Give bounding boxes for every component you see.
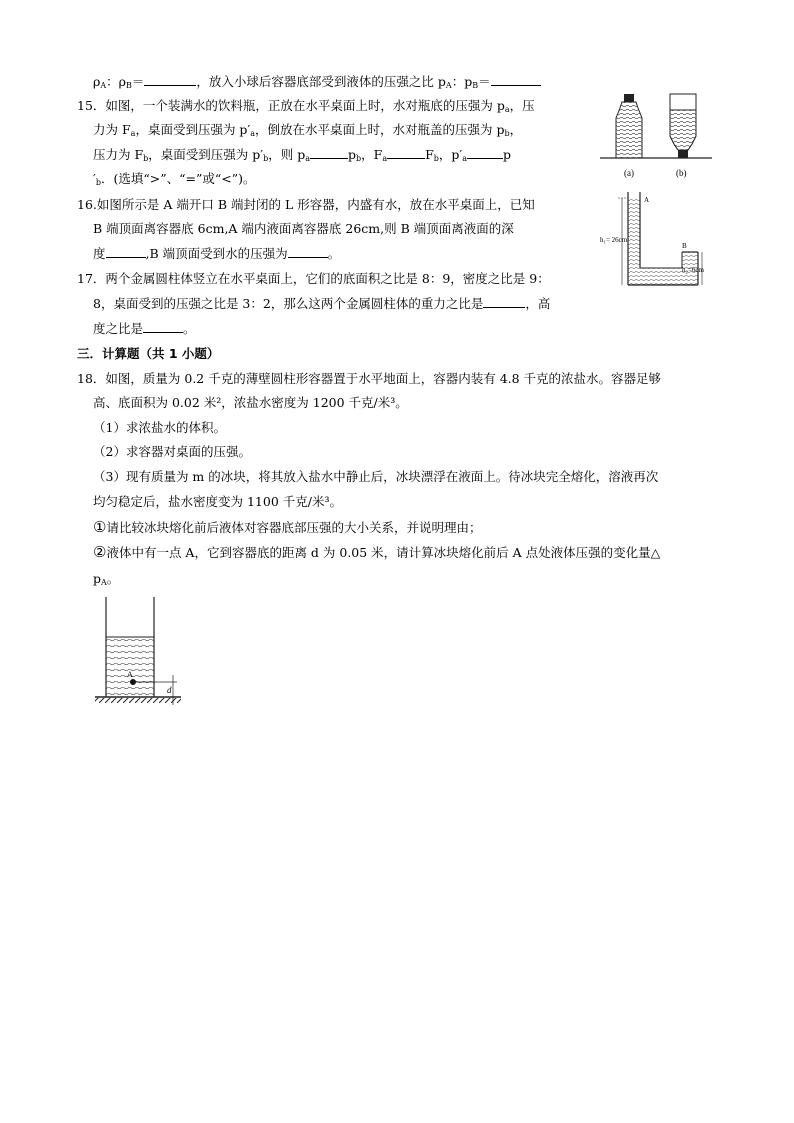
q14-tail-line: $\rho_A$：$\rho_B=$ ，放入小球后容器底部受到液体的压强之比 $p_A$：$p_B=$	[93, 73, 541, 95]
label-A: A	[644, 196, 650, 204]
answer-blank[interactable]	[310, 146, 348, 159]
bottle-upright	[616, 94, 642, 158]
answer-blank[interactable]	[483, 295, 525, 308]
d-label: d	[167, 685, 172, 695]
h1-label: h₁= 26cm	[600, 236, 628, 244]
q17-line1: 17．两个金属圆柱体竖立在水平桌面上，它们的底面积之比是 8：9，密度之比是 9：	[77, 271, 550, 286]
q18-line1: 18．如图，质量为 0.2 千克的薄壁圆柱形容器置于水平地面上，容器内装有 4.8 千克的浓盐水。容器足够	[77, 371, 662, 386]
q18-line2: 高、底面积为 0.02 米²，浓盐水密度为 1200 千克/米³。	[93, 395, 408, 410]
q18-c1: ①请比较冰块熔化前后液体对容器底部压强的大小关系，并说明理由；	[93, 518, 482, 536]
answer-blank[interactable]	[467, 146, 503, 159]
q16-line3: 度 ,B 端顶面受到水的压强为 。	[93, 246, 341, 261]
fig-label-b: (b)	[676, 168, 687, 178]
q15-line4: $'_b$．(选填“>”、“=”或“<”)。	[93, 171, 256, 187]
q15-bottle-figure	[596, 92, 716, 182]
q18-c2-end: $p_A$。	[93, 571, 120, 587]
answer-blank[interactable]	[387, 146, 425, 159]
q15-line3: 压力为 $F_b$，桌面受到压强为 $p'_b$，则 $p_a$ $p_b$，$F_a$ $F_b$，$p'_a$ p	[93, 147, 512, 163]
answer-blank[interactable]	[144, 73, 196, 86]
bottle-inverted	[670, 94, 696, 158]
q16-line1: 16.如图所示是 A 端开口 B 端封闭的 L 形容器，内盛有水，放在水平桌面上，已知	[77, 197, 535, 212]
answer-blank[interactable]	[143, 320, 183, 333]
point-a-label: A	[127, 670, 133, 679]
section-heading: 三．计算题（共 1 小题）	[77, 346, 220, 361]
fig-label-a: (a)	[624, 168, 634, 178]
q18-c2: ②液体中有一点 A，它到容器底的距离 d 为 0.05 米，请计算冰块熔化前后 A 点处液体压强的变化量△	[93, 543, 661, 561]
q17-line3: 度之比是 。	[93, 321, 196, 336]
q15-line1: 15．如图，一个装满水的饮料瓶，正放在水平桌面上时，水对瓶底的压强为 $p_a$，压	[77, 98, 535, 114]
answer-blank[interactable]	[491, 73, 541, 86]
q18-sub3b: 均匀稳定后，盐水密度变为 1100 千克/米³。	[93, 494, 342, 509]
q17-line2: 8，桌面受到的压强之比是 3：2，那么这两个金属圆柱体的重力之比是 ，高	[93, 296, 551, 311]
answer-blank[interactable]	[106, 245, 146, 258]
point-a-dot	[130, 679, 136, 685]
q18-sub2: （2）求容器对桌面的压强。	[93, 444, 251, 459]
label-B: B	[682, 242, 687, 250]
q18-sub1: （1）求浓盐水的体积。	[93, 420, 226, 435]
h2-label: h₂=6cm	[682, 266, 704, 274]
answer-blank[interactable]	[288, 245, 328, 258]
q18-container-figure	[93, 595, 193, 715]
q16-l-container-figure	[600, 190, 710, 290]
q15-line2: 力为 $F_a$，桌面受到压强为 $p'_a$，倒放在水平桌面上时，水对瓶盖的压强为 $p_b$，	[93, 122, 523, 138]
q18-sub3a: （3）现有质量为 m 的冰块，将其放入盐水中静止后，冰块漂浮在液面上。待冰块完全熔化，溶液再次	[93, 469, 659, 484]
q16-line2: B 端顶面离容器底 6cm,A 端内液面离容器底 26cm,则 B 端顶面离液面的深	[93, 221, 514, 236]
